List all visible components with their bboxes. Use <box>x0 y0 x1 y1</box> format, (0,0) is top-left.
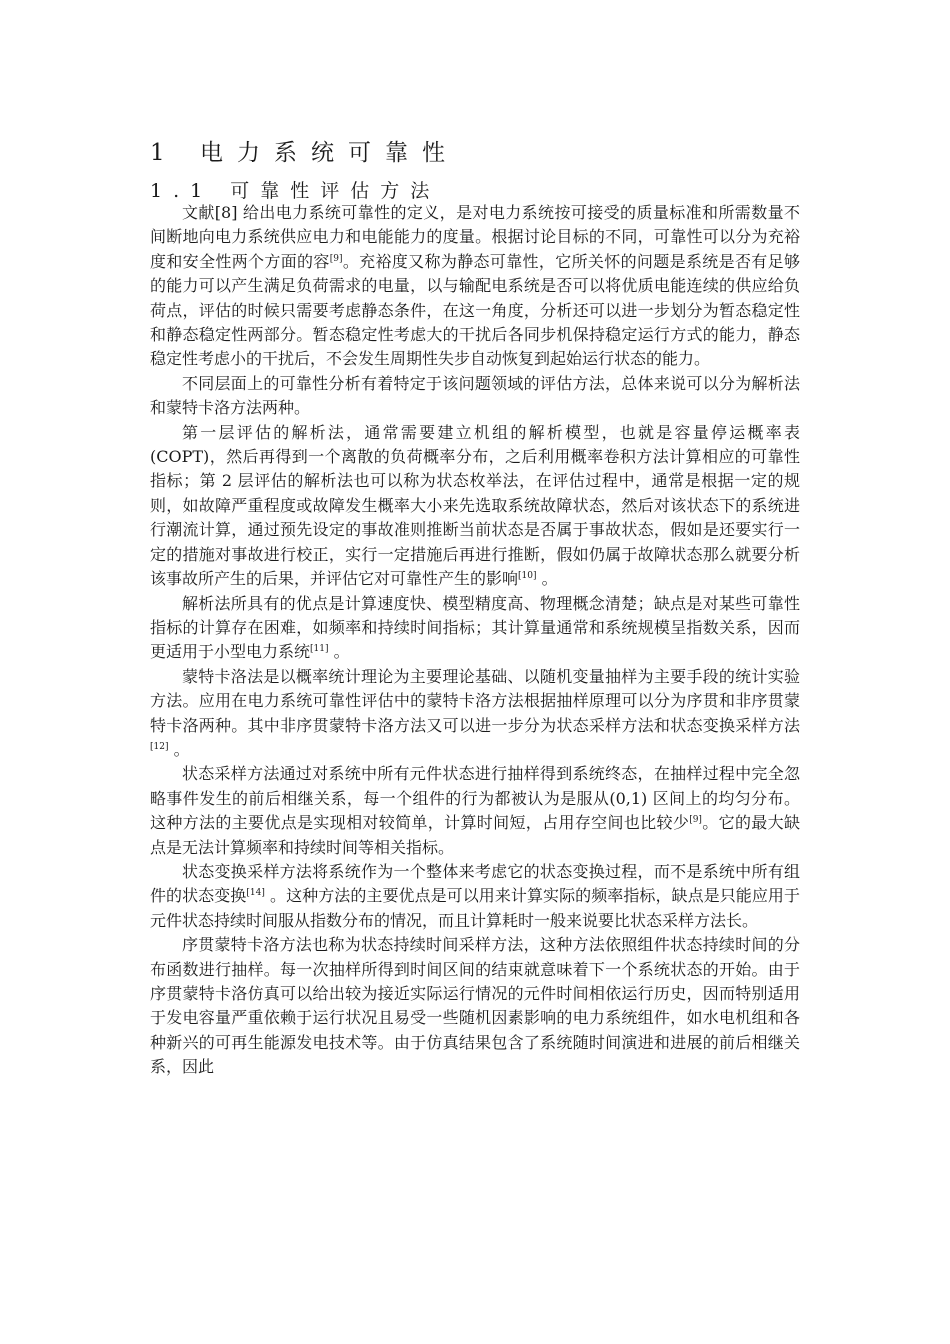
paragraph-state-sampling: 状态采样方法通过对系统中所有元件状态进行抽样得到系统终态，在抽样过程中完全忽略事件发生的前后相继关系，每一个组件的行为都被认为是服从(0,1) 区间上的均匀分布。这种方法的主要优点是实现相对较简单，计算时间短，占用存空间也比较少[9]。它的最大缺点是无法计算频率和持续时间等相关指标。 <box>150 764 800 857</box>
paragraph-definition: 文献[8] 给出电力系统可靠性的定义，是对电力系统按可接受的质量标准和所需数量不间断地向电力系统供应电力和电能能力的度量。根据讨论目标的不同，可靠性可以分为充裕度和安全性两个方面的容[9]。充裕度又称为静态可靠性，它所关怀的问题是系统是否有足够的能力可以产生满足负荷需求的电量，以与输配电系统是否可以将优质电能连续的供应给负荷点，评估的时候只需要考虑静态条件，在这一角度，分析还可以进一步划分为暂态稳定性和静态稳定性两部分。暂态稳定性考虑大的干扰后各同步机保持稳定运行方式的能力，静态稳定性考虑小的干扰后，不会发生周期性失步自动恢复到起始运行状态的能力。 <box>150 203 800 369</box>
citation: [9] <box>689 815 702 826</box>
paragraph-analytical-method: 第一层评估的解析法，通常需要建立机组的解析模型，也就是容量停运概率表(COPT)，然后再得到一个离散的负荷概率分布，之后利用概率卷积方法计算相应的可靠性指标；第 2 层评估的解析法也可以称为状态枚举法，在评估过程中，通常是根据一定的规则，如故障严重程度或故障发生概率大小来先选取系统故障状态，然后对该状态下的系统进行潮流计算，通过预先设定的事故准则推断当前状态是否属于事故状态，假如是还要实行一定的措施对事故进行校正，实行一定措施后再进行推断，假如仍属于故障状态那么就要分析该事故所产生的后果，并评估它对可靠性产生的影响[10] 。 <box>150 422 800 589</box>
citation: [12] <box>150 741 169 752</box>
citation: [10] <box>518 571 537 582</box>
citation: [9] <box>329 253 343 264</box>
paragraph-methods-overview: 不同层面上的可靠性分析有着特定于该问题领域的评估方法，总体来说可以分为解析法和蒙特卡洛方法两种。 <box>150 373 800 418</box>
paragraph-analytical-pros-cons: 解析法所具有的优点是计算速度快、模型精度高、物理概念清楚；缺点是对某些可靠性指标的计算存在困难，如频率和持续时间指标；其计算量通常和系统规模呈指数关系，因而更适用于小型电力系统[11] 。 <box>150 593 800 662</box>
paragraph-sequential: 序贯蒙特卡洛方法也称为状态持续时间采样方法，这种方法依照组件状态持续时间的分布函数进行抽样。每一次抽样所得到时间区间的结束就意味着下一个系统状态的开始。由于序贯蒙特卡洛仿真可以给出较为接近实际运行情况的元件时间相依运行历史，因而特别适用于发电容量严重依赖于运行状况且易受一些随机因素影响的电力系统组件，如水电机组和各种新兴的可再生能源发电技术等。由于仿真结果包含了系统随时间演进和进展的前后相继关系，因此 <box>150 935 800 1077</box>
subsection-heading: 1.1 可靠性评估方法 <box>150 180 441 202</box>
paragraph-state-transition: 状态变换采样方法将系统作为一个整体来考虑它的状态变换过程，而不是系统中所有组件的状态变换[14] 。这种方法的主要优点是可以用来计算实际的频率指标，缺点是只能应用于元件状态持续时间服从指数分布的情况，而且计算耗时一般来说要比状态采样方法长。 <box>150 861 800 930</box>
paragraph-monte-carlo: 蒙特卡洛法是以概率统计理论为主要理论基础、以随机变量抽样为主要手段的统计实验方法。应用在电力系统可靠性评估中的蒙特卡洛方法根据抽样原理可以分为序贯和非序贯蒙特卡洛两种。其中非序贯蒙特卡洛方法又可以进一步分为状态采样方法和状态变换采样方法[12] 。 <box>150 666 800 759</box>
citation: [14] <box>246 888 265 899</box>
body-text <box>150 201 800 1080</box>
section-heading: 1 电力系统可靠性 <box>150 140 459 166</box>
citation: [11] <box>310 644 329 655</box>
